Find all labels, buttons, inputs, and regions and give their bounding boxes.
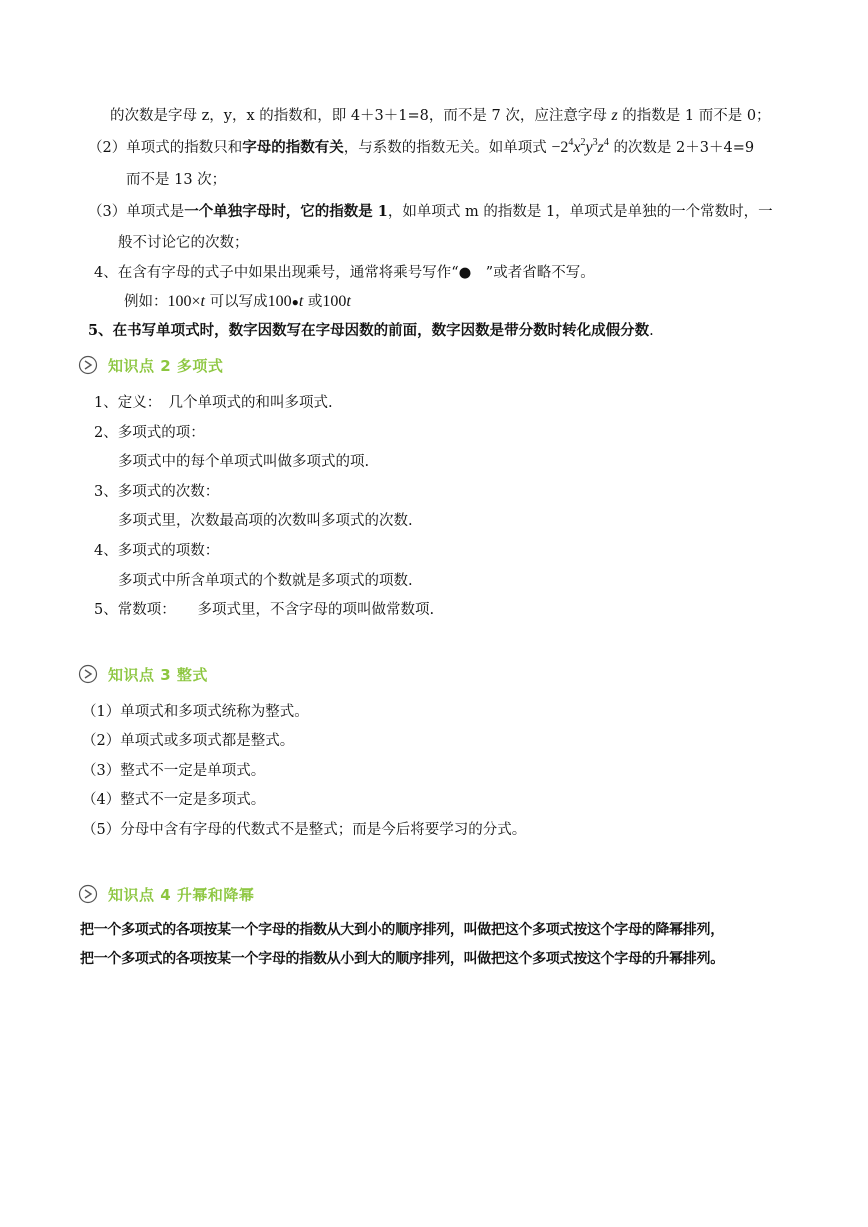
text-span: （2）单项式的指数只和 (88, 140, 243, 156)
math-var: x (573, 139, 581, 156)
dot-sign: ● (291, 295, 299, 309)
exponent: 4 (603, 137, 609, 148)
paragraph-line (88, 202, 773, 222)
section-title: 知识点 3 整式 (108, 665, 208, 684)
list-item: （2）单项式或多项式都是整式。 (82, 733, 295, 749)
math-number: 100 (167, 293, 192, 310)
paragraph-line: 4、在含有字母的式子中如果出现乘号，通常将乘号写作“● ”或者省略不写。 (94, 265, 595, 281)
text-span: 例如： (124, 294, 168, 310)
list-item: （5）分母中含有字母的代数式不是整式；而是今后将要学习的分式。 (82, 822, 527, 838)
math-var: y (585, 139, 593, 156)
list-item: 3、多项式的次数： (94, 484, 220, 500)
list-item: （3）整式不一定是单项式。 (82, 763, 266, 779)
paragraph-line: 般不讨论它的次数； (118, 235, 249, 251)
list-item: 4、多项式的项数： (94, 543, 220, 559)
bold-text: 字母的指数有关 (242, 139, 344, 156)
section-heading-2 (78, 353, 223, 377)
list-item: （4）整式不一定是多项式。 (82, 792, 266, 808)
exponent: 4 (568, 137, 574, 148)
math-var: t (346, 293, 351, 310)
paragraph-line: 而不是 13 次； (126, 172, 227, 188)
paragraph-line (124, 292, 351, 312)
circle-arrow-icon (78, 884, 98, 904)
math-number: 100 (322, 293, 347, 310)
text-span: 或 (307, 294, 323, 310)
math-var: t (200, 293, 205, 310)
bold-text: 一个单独字母时，它的指数是 1 (184, 203, 388, 220)
circle-arrow-icon (78, 355, 98, 375)
text-span: 的次数是字母 z，y，x 的指数和，即 4＋3＋1=8，而不是 7 次，应注意字母 (110, 108, 607, 124)
list-item: 2、多项式的项： (94, 425, 205, 441)
text-span: . (649, 323, 654, 339)
times-sign: × (191, 293, 201, 310)
text-span: ，如单项式 m 的指数是 1，单项式是单独的一个常数时，一 (387, 204, 773, 220)
text-span: 可以写成 (209, 294, 268, 310)
math-expression (551, 139, 608, 156)
paragraph-line (110, 106, 771, 126)
list-item: （1）单项式和多项式统称为整式。 (82, 704, 309, 720)
paragraph-line: 把一个多项式的各项按某一个字母的指数从小到大的顺序排列，叫做把这个多项式按这个字母的升幂排列。 (80, 951, 724, 967)
circle-arrow-icon (78, 664, 98, 684)
section-title: 知识点 2 多项式 (108, 356, 224, 375)
exponent: 2 (580, 137, 586, 148)
text-span: 的指数是 1 而不是 0； (622, 108, 771, 124)
section-heading-3 (78, 662, 208, 686)
math-coef: −2 (551, 139, 569, 156)
math-var: t (298, 293, 304, 310)
text-span: ，与系数的指数无关。如单项式 (343, 140, 547, 156)
section-title: 知识点 4 升幂和降幂 (108, 885, 255, 904)
list-item: 5、常数项： 多项式里，不含字母的项叫做常数项. (94, 602, 435, 618)
list-item: 1、定义： 几个单项式的和叫多项式. (94, 395, 333, 411)
section-heading-4 (78, 882, 254, 906)
text-span: （3）单项式是 (88, 204, 185, 220)
exponent: 3 (592, 137, 598, 148)
text-span: 的次数是 2＋3＋4=9 (613, 140, 755, 156)
paragraph-line: 把一个多项式的各项按某一个字母的指数从大到小的顺序排列，叫做把这个多项式按这个字母的降幂排列， (80, 922, 724, 938)
bold-text: 5、在书写单项式时，数字因数写在字母因数的前面，数字因数是带分数时转化成假分数 (88, 322, 650, 339)
math-number: 100 (267, 293, 292, 310)
list-item: 多项式里，次数最高项的次数叫多项式的次数. (118, 513, 413, 529)
list-item: 多项式中所含单项式的个数就是多项式的项数. (118, 573, 413, 589)
math-var: z (611, 107, 618, 124)
math-var: z (597, 139, 604, 156)
list-item: 多项式中的每个单项式叫做多项式的项. (118, 454, 370, 470)
paragraph-line (88, 138, 754, 158)
paragraph-line (88, 321, 654, 341)
